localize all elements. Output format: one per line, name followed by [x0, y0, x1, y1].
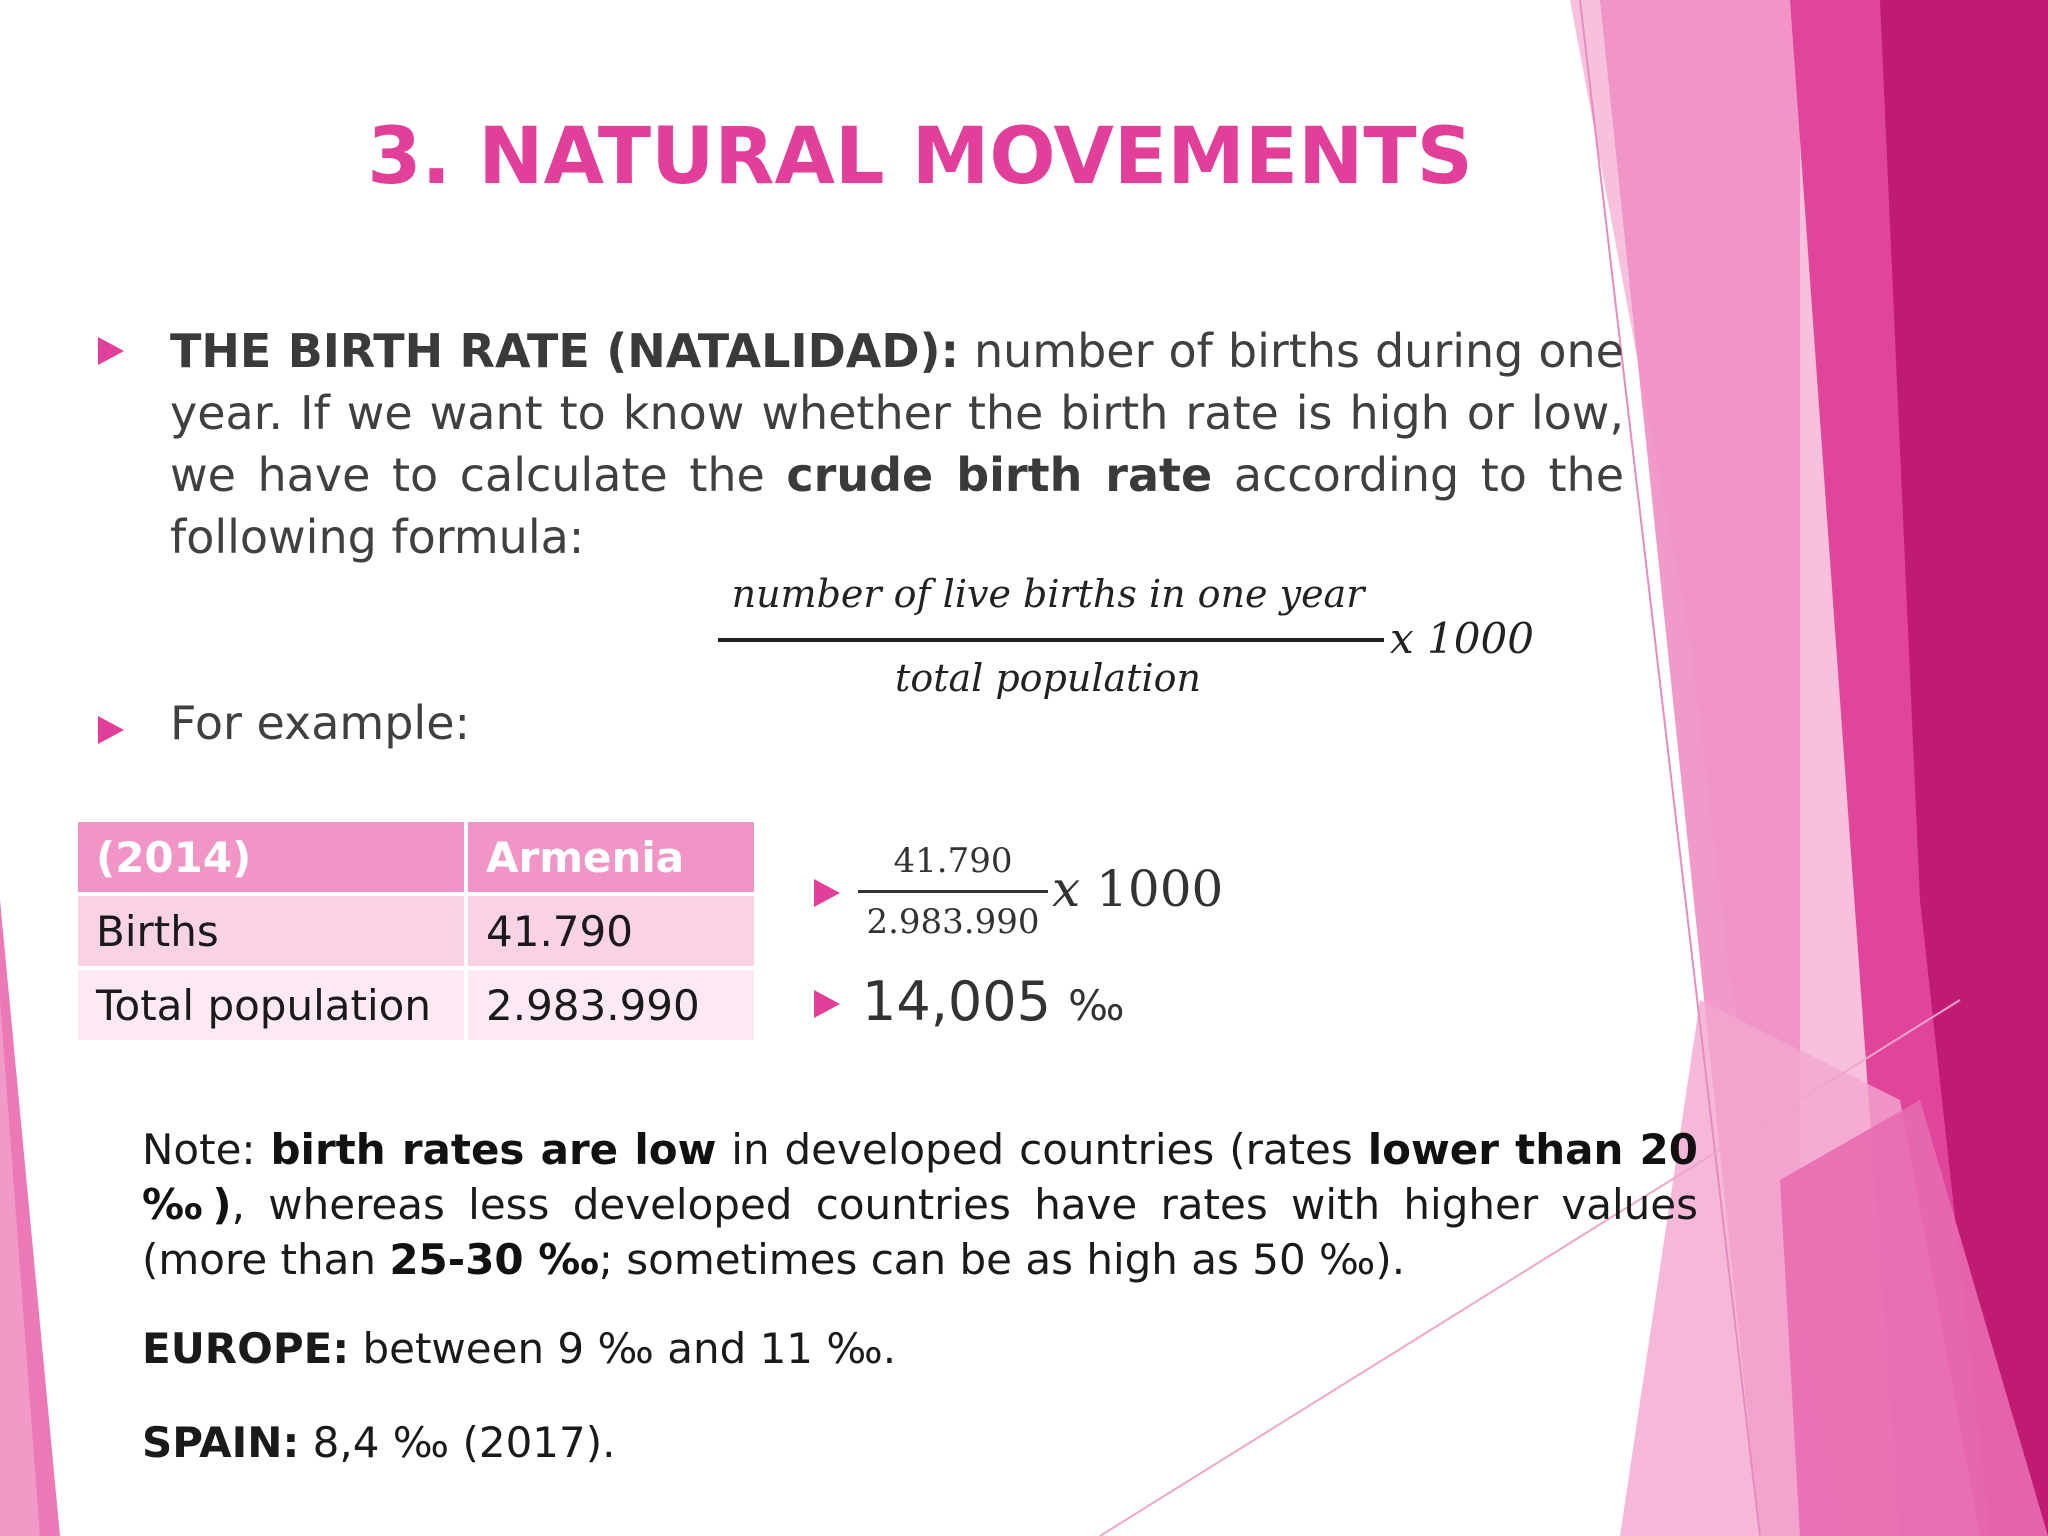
note-text: , whereas less developed countries have rates with higher values (more than: [142, 1180, 1698, 1284]
birth-rate-text-2: according to the following formula:: [170, 448, 1625, 564]
note-paragraph: [142, 1122, 1698, 1287]
formula-numerator: number of live births in one year: [731, 572, 1365, 616]
example-label: For example:: [170, 696, 470, 750]
spain-label: SPAIN:: [142, 1418, 300, 1467]
spain-line: [142, 1418, 615, 1467]
bullet-arrow-icon: [98, 337, 124, 365]
europe-text: between 9 ‰ and 11 ‰.: [349, 1324, 897, 1373]
calc-result: [862, 970, 1124, 1033]
note-bold: 25-30 ‰: [389, 1235, 599, 1284]
table-header: (2014): [76, 820, 466, 894]
note-text: Note:: [142, 1125, 271, 1174]
table-row: [76, 968, 756, 1042]
bullet-arrow-icon: [814, 990, 840, 1018]
crude-birth-rate-term: crude birth rate: [786, 448, 1213, 502]
europe-label: EUROPE:: [142, 1324, 350, 1373]
table-header-row: [76, 820, 756, 894]
calc-denominator: 2.983.990: [866, 902, 1040, 942]
table-cell: Births: [76, 894, 466, 968]
armenia-data-table: [74, 818, 758, 1044]
formula-fraction-bar: [718, 638, 1384, 642]
calc-fraction: [858, 838, 1048, 945]
table-cell: 41.790: [466, 894, 756, 968]
europe-line: [142, 1324, 896, 1373]
formula-multiplier: x 1000: [1390, 614, 1534, 663]
calc-fraction-bar: [858, 890, 1048, 893]
birth-rate-term: THE BIRTH RATE (NATALIDAD):: [170, 324, 959, 378]
note-bold: lower than 20 ‰): [142, 1125, 1698, 1229]
table-cell: Total population: [76, 968, 466, 1042]
calc-mult-value: 1000: [1096, 860, 1224, 918]
birth-rate-formula: [718, 568, 1534, 718]
note-text: in developed countries (rates: [716, 1125, 1368, 1174]
bullet-arrow-icon: [98, 716, 124, 744]
table-row: [76, 894, 756, 968]
calc-numerator: 41.790: [893, 841, 1013, 881]
note-bold: birth rates are low: [270, 1125, 717, 1174]
birth-rate-text: number of births during one year. If we want to know whether the birth rate is high or low, we have to calculate the: [170, 324, 1624, 502]
calc-mult-x: x: [1052, 860, 1081, 918]
slide-title: 3. NATURAL MOVEMENTS: [367, 112, 1473, 202]
birth-rate-paragraph: [170, 320, 1624, 568]
note-text: ; sometimes can be as high as 50 ‰).: [598, 1235, 1406, 1284]
table-cell: 2.983.990: [466, 968, 756, 1042]
formula-denominator: total population: [895, 656, 1201, 700]
bullet-arrow-icon: [814, 879, 840, 907]
calc-result-value: 14,005: [862, 970, 1051, 1033]
table-header: Armenia: [466, 820, 756, 894]
calc-multiplier: [1052, 860, 1223, 918]
spain-text: 8,4 ‰ (2017).: [299, 1418, 616, 1467]
calc-result-unit: ‰: [1068, 981, 1125, 1030]
